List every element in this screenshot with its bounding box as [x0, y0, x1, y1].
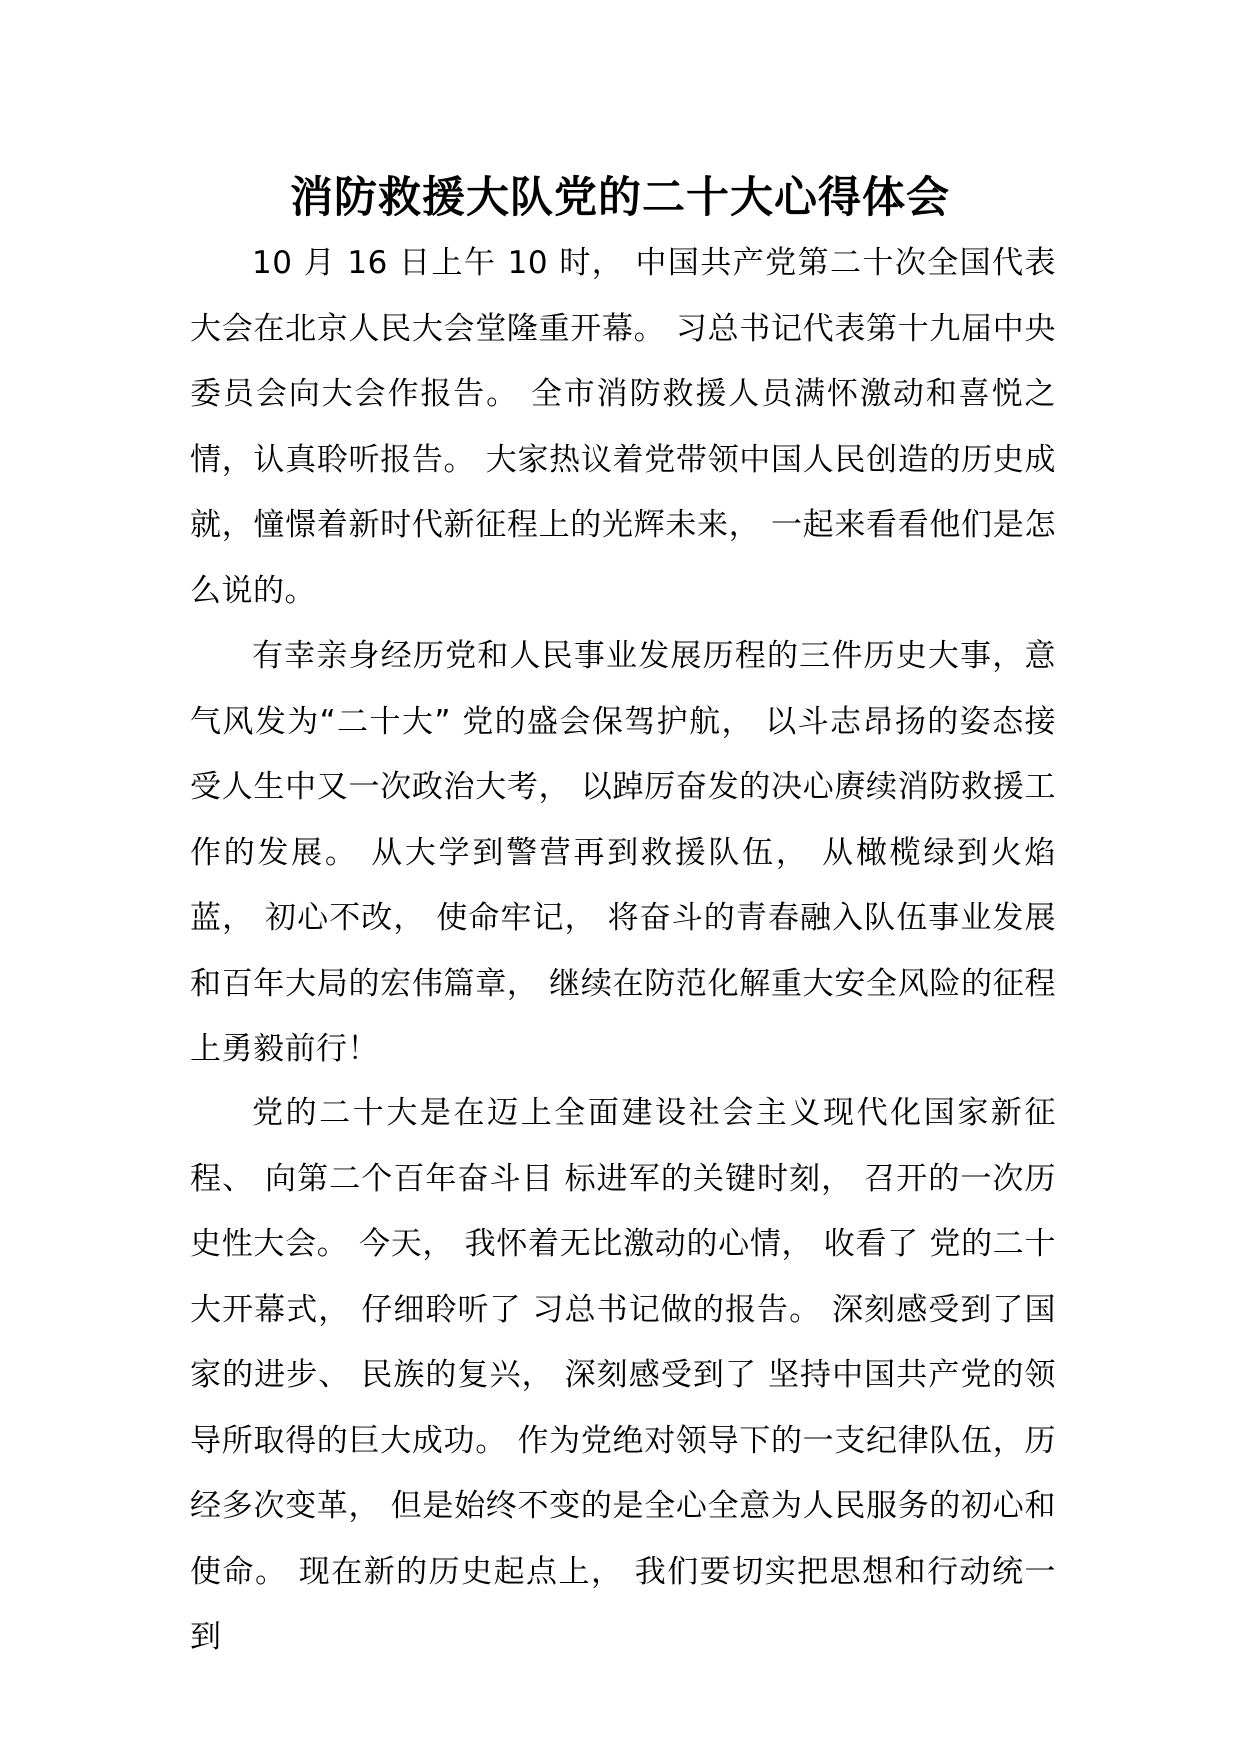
paragraph-2: 有幸亲身经历党和人民事业发展历程的三件历史大事，意气风发为“二十大” 党的盛会保驾护航， 以斗志昂扬的姿态接受人生中又一次政治大考， 以踔厉奋发的决心赓续消防救援工作的发展。 从大学到警营再到救援队伍， 从橄榄绿到火焰蓝， 初心不改， 使命牢记， 将奋斗的青春融入队伍事业发展和百年大局的宏伟篇章， 继续在防范化解重大安全风险的征程上勇毅前行！: [190, 638, 1056, 1067]
document-title: 消防救援大队党的二十大心得体会: [290, 173, 950, 223]
paragraph-3: 党的二十大是在迈上全面建设社会主义现代化国家新征程、 向第二个百年奋斗目 标进军的关键时刻， 召开的一次历史性大会。 今天， 我怀着无比激动的心情， 收看了 党的二十大开幕式， 仔细聆听了 习总书记做的报告。 深刻感受到了国家的进步、 民族的复兴， 深刻感受到了 坚持中国共产党的领导所取得的巨大成功。 作为党绝对领导下的一支纪律队伍，历经多次变革， 但是始终不变的是全心全意为人民服务的初心和使命。 现在新的历史起点上， 我们要切实把思想和行动统一到: [190, 1095, 1056, 1655]
paragraph-1: 10 月 16 日上午 10 时， 中国共产党第二十次全国代表大会在北京人民大会堂隆重开幕。 习总书记代表第十九届中央委员会向大会作报告。 全市消防救援人员满怀激动和喜悦之情，认真聆听报告。 大家热议着党带领中国人民创造的历史成就，憧憬着新时代新征程上的光辉未来， 一起来看看他们是怎么说的。: [190, 245, 1056, 609]
